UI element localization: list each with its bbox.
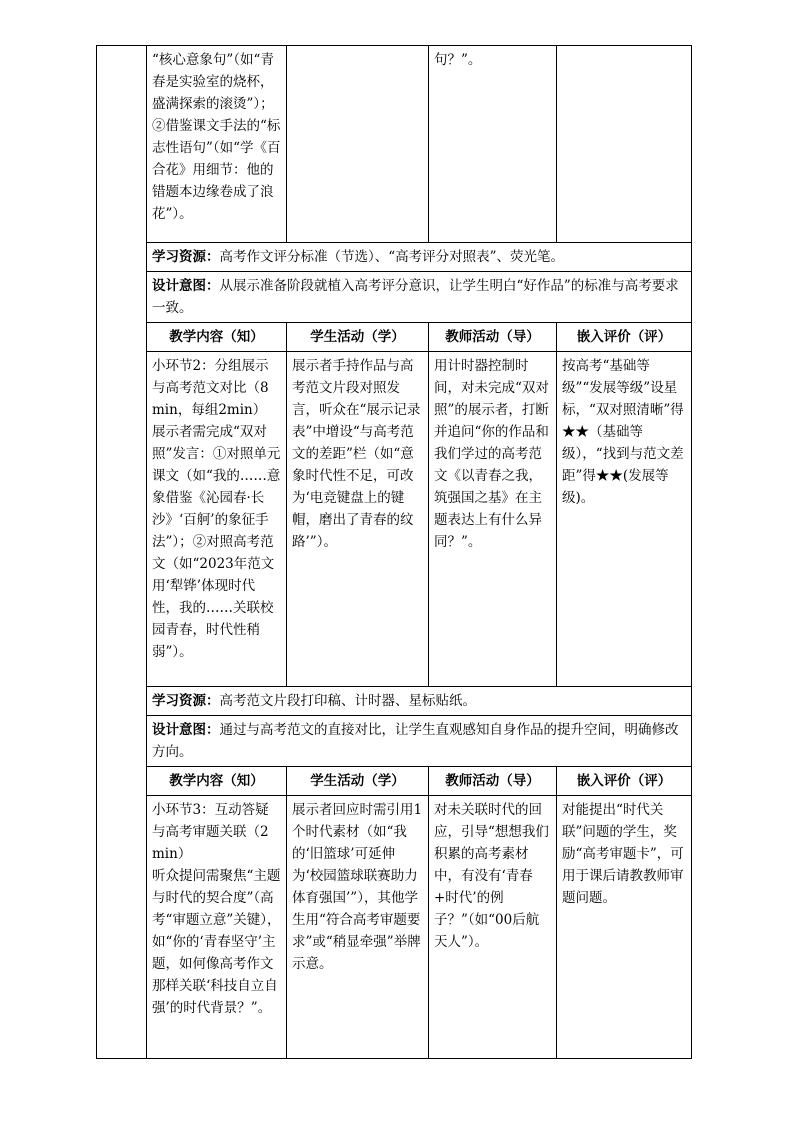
lesson-plan-table [96,45,692,1059]
table-header-row [97,767,692,796]
content-cell: 小环节2：分组展示与高考范文对比（8min，每组2min） 展示者需完成“双对照”发言：①对照单元课文（如“我的……意象借鉴《沁园春·长沙》‘百舸’的象征手法”）；②对照高考范文（如“2023年范文用‘犁铧’体现时代性，我的……关联校园青春，时代性稍弱”）。 [147,352,287,687]
design-intent-text: 通过与高考范文的直接对比，让学生直观感知自身作品的提升空间，明确修改方向。 [152,722,679,760]
table-row [97,716,692,767]
header-eval: 嵌入评价（评） [557,323,692,352]
table-row [97,352,692,687]
table-row [97,687,692,716]
design-intent-label: 设计意图： [152,278,220,294]
table-row [97,243,692,272]
table-row [97,46,692,243]
header-content: 教学内容（知） [147,323,287,352]
teacher-activity-cell: 用计时器控制时间，对未完成“双对照”的展示者，打断并追问“你的作品和我们学过的高考范文《以青春之我，筑强国之基》在主题表达上有什么异同？”。 [429,352,557,687]
header-student: 学生活动（学） [287,323,429,352]
design-intent-label: 设计意图： [152,722,220,738]
evaluation-cell: 对能提出“时代关联”问题的学生，奖励“高考审题卡”，可用于课后请教教师审题问题。 [557,796,692,1059]
learning-resources-row [147,687,692,716]
header-content: 教学内容（知） [147,767,287,796]
evaluation-cell [557,46,692,243]
left-margin-column [97,46,147,1059]
header-teacher: 教师活动（导） [429,767,557,796]
resources-text: 高考作文评分标准（节选）、“高考评分对照表”、荧光笔。 [219,249,565,265]
resources-text: 高考范文片段打印稿、计时器、星标贴纸。 [219,693,476,709]
table-row [97,796,692,1059]
design-intent-text: 从展示准备阶段就植入高考评分意识，让学生明白“好作品”的标准与高考要求一致。 [152,278,679,316]
teacher-activity-cell: 句？”。 [429,46,557,243]
student-activity-cell [287,46,429,243]
header-teacher: 教师活动（导） [429,323,557,352]
student-activity-cell: 展示者回应时需引用1个时代素材（如“我的‘旧篮球’可延伸为‘校园篮球联赛助力体育强国’”），其他学生用“符合高考审题要求”或“稍显牵强”举牌示意。 [287,796,429,1059]
learning-resources-row [147,243,692,272]
header-student: 学生活动（学） [287,767,429,796]
resources-label: 学习资源： [152,693,220,709]
table-header-row [97,323,692,352]
student-activity-cell: 展示者手持作品与高考范文片段对照发言，听众在“展示记录表”中增设“与高考范文的差距”栏（如“意象时代性不足，可改为‘电竞键盘上的键帽，磨出了青春的纹路’”）。 [287,352,429,687]
design-intent-row [147,272,692,323]
evaluation-cell: 按高考“基础等级”“发展等级”设星标，“双对照清晰”得★★（基础等级），“找到与范文差距”得★★(发展等级)。 [557,352,692,687]
header-eval: 嵌入评价（评） [557,767,692,796]
design-intent-row [147,716,692,767]
table-row [97,272,692,323]
resources-label: 学习资源： [152,249,220,265]
teacher-activity-cell: 对未关联时代的回应，引导“想想我们积累的高考素材中，有没有‘青春+时代’的例子？”（如“00后航天人”）。 [429,796,557,1059]
content-cell: 小环节3：互动答疑与高考审题关联（2min） 听众提问需聚焦“主题与时代的契合度”（高考“审题立意”关键），如“你的‘青春坚守’主题，如何像高考作文那样关联‘科技自立自强’的时代背景？”。 [147,796,287,1059]
content-cell: “核心意象句”（如“青春是实验室的烧杯，盛满探索的滚烫”）；②借鉴课文手法的“标志性语句”（如“学《百合花》用细节：他的错题本边缘卷成了浪花”）。 [147,46,287,243]
